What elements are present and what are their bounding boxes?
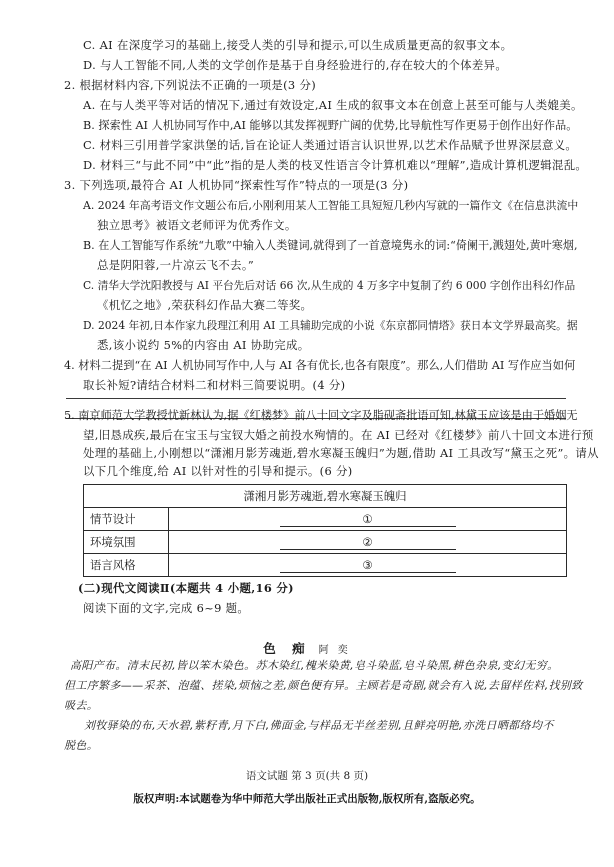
q3-option-b-cont: 总是阴阳蓉,一片凉云飞不去。” (97, 258, 255, 272)
question-5-stem-cont: 以下几个维度,给 AI 以针对性的引导和提示。(6 分) (83, 464, 353, 478)
q3-option-a: A. 2024 年高考语文作文题公布后,小刚利用某人工智能工具短短几秒内写就的一篇作文《在信息洪流中 (83, 199, 579, 212)
passage-line: 但工序繁多——采茶、泡蕴、搓染,烦恼之差,颜色便有异。主顾若是奇剧,就会有入说,去留样佐料,找别致 (64, 679, 583, 692)
table-title: 潇湘月影芳魂逝,碧水寒凝玉魄归 (84, 485, 567, 508)
row-label: 环境氛围 (84, 531, 169, 554)
story-title: 色 痴 阿 奕 (263, 641, 351, 656)
q1-option-d: D. 与人工智能不同,人类的文学创作是基于自身经验进行的,存在较大的个体差异。 (83, 58, 508, 72)
instruction: 阅读下面的文字,完成 6~9 题。 (83, 601, 250, 615)
table-row (84, 508, 567, 531)
table-row (84, 554, 567, 577)
question-2-stem: 2. 根据材料内容,下列说法不正确的一项是(3 分) (64, 78, 316, 92)
question-5-stem-cont: 望,旧恳成疾,最后在宝玉与宝钗大婚之前投水殉情的。在 AI 已经对《红楼梦》前八十回文本进行预 (83, 428, 594, 442)
answer-table (83, 484, 567, 577)
answer-blank[interactable]: ③ (280, 558, 456, 573)
q2-option-b: B. 探索性 AI 人机协同写作中,AI 能够以其发挥视野广阔的优势,比导航性写作更易于创作出好作品。 (83, 119, 578, 132)
story-author: 阿 奕 (318, 645, 351, 656)
question-3-stem: 3. 下列选项,最符合 AI 人机协同“探索性写作”特点的一项是(3 分) (64, 178, 409, 192)
section-heading: (二)现代文阅读Ⅱ(本题共 4 小题,16 分) (78, 581, 294, 595)
passage-line: 脱色。 (64, 739, 99, 752)
table-row (84, 531, 567, 554)
q3-option-c-cont: 《机忆之地》,荣获科幻作品大赛二等奖。 (97, 298, 313, 312)
q3-option-d-cont: 悉,该小说约 5%的内容由 AI 协助完成。 (97, 338, 310, 352)
passage-line: 高阳产布。清末民初,皆以笨木染色。苏木染红,槐米染黄,皂斗染蓝,皂斗染黑,耕色杂泉,变幻无穷。 (70, 659, 559, 672)
q3-option-c: C. 清华大学沈阳教授与 AI 平台先后对话 66 次,从生成的 4 万多字中复制了约 6 000 字创作出科幻作品 (83, 279, 576, 292)
q2-option-d: D. 材料三“与此不同”中“此”指的是人类的枝叉性语言令计算机难以“理解”,造成计算机逻辑混乱。 (83, 158, 588, 172)
question-4-stem: 4. 材料二提到“在 AI 人机协同写作中,人与 AI 各有优长,也各有限度”。那么,人们借助 AI 写作应当如何 (64, 359, 576, 372)
q3-option-b: B. 在人工智能写作系统“九歌”中输入人类键词,就得到了一首意境隽永的词:“倚阑干,溅翅处,黄叶寒烟, (83, 239, 578, 252)
question-5-stem: 5. 南京师范大学教授忧新林认为,据《红楼梦》前八十回文字及脂砚斋批语可知,林黛玉应该是由于婚姻无 (64, 409, 578, 422)
q2-option-c: C. 材料三引用普学家洪堡的话,旨在论证人类通过语言认识世界,以艺术作品赋予世界深层意义。 (83, 138, 578, 152)
q2-option-a: A. 在与人类平等对话的情况下,通过有效设定,AI 生成的叙事文本在创意上甚至可能与人类媲美。 (83, 98, 583, 112)
copyright-notice: 版权声明:本试题卷为华中师范大学出版社正式出版物,版权所有,盗版必究。 (133, 793, 481, 805)
row-label: 情节设计 (84, 508, 169, 531)
answer-blank[interactable]: ② (280, 535, 456, 550)
q3-option-d: D. 2024 年初,日本作家九段理江利用 AI 工具辅助完成的小说《东京都同情塔》获日本文学界最高奖。据 (83, 319, 578, 332)
q3-option-a-cont: 独立思考》被语文老师评为优秀作文。 (97, 218, 297, 232)
passage-line: 吸去。 (64, 699, 99, 712)
row-label: 语言风格 (84, 554, 169, 577)
q1-option-c: C. AI 在深度学习的基础上,接受人类的引导和提示,可以生成质量更高的叙事文本。 (83, 38, 513, 52)
question-4-stem-cont: 取长补短?请结合材料二和材料三简要说明。(4 分) (83, 378, 346, 392)
passage-line: 刘牧驿染的布,天水碧,紫籽青,月下白,佛面金,与样品无半丝差别,且鲜亮明艳,亦洗日晒都络均不 (84, 719, 554, 732)
answer-line (66, 398, 566, 399)
answer-blank[interactable]: ① (280, 512, 456, 527)
page-number: 语文试题 第 3 页(共 8 页) (245, 770, 369, 782)
question-5-stem-cont: 处理的基础上,小刚想以“潇湘月影芳魂逝,碧水寒凝玉魄归”为题,借助 AI 工具改写“黛玉之死”。请从 (83, 446, 599, 460)
